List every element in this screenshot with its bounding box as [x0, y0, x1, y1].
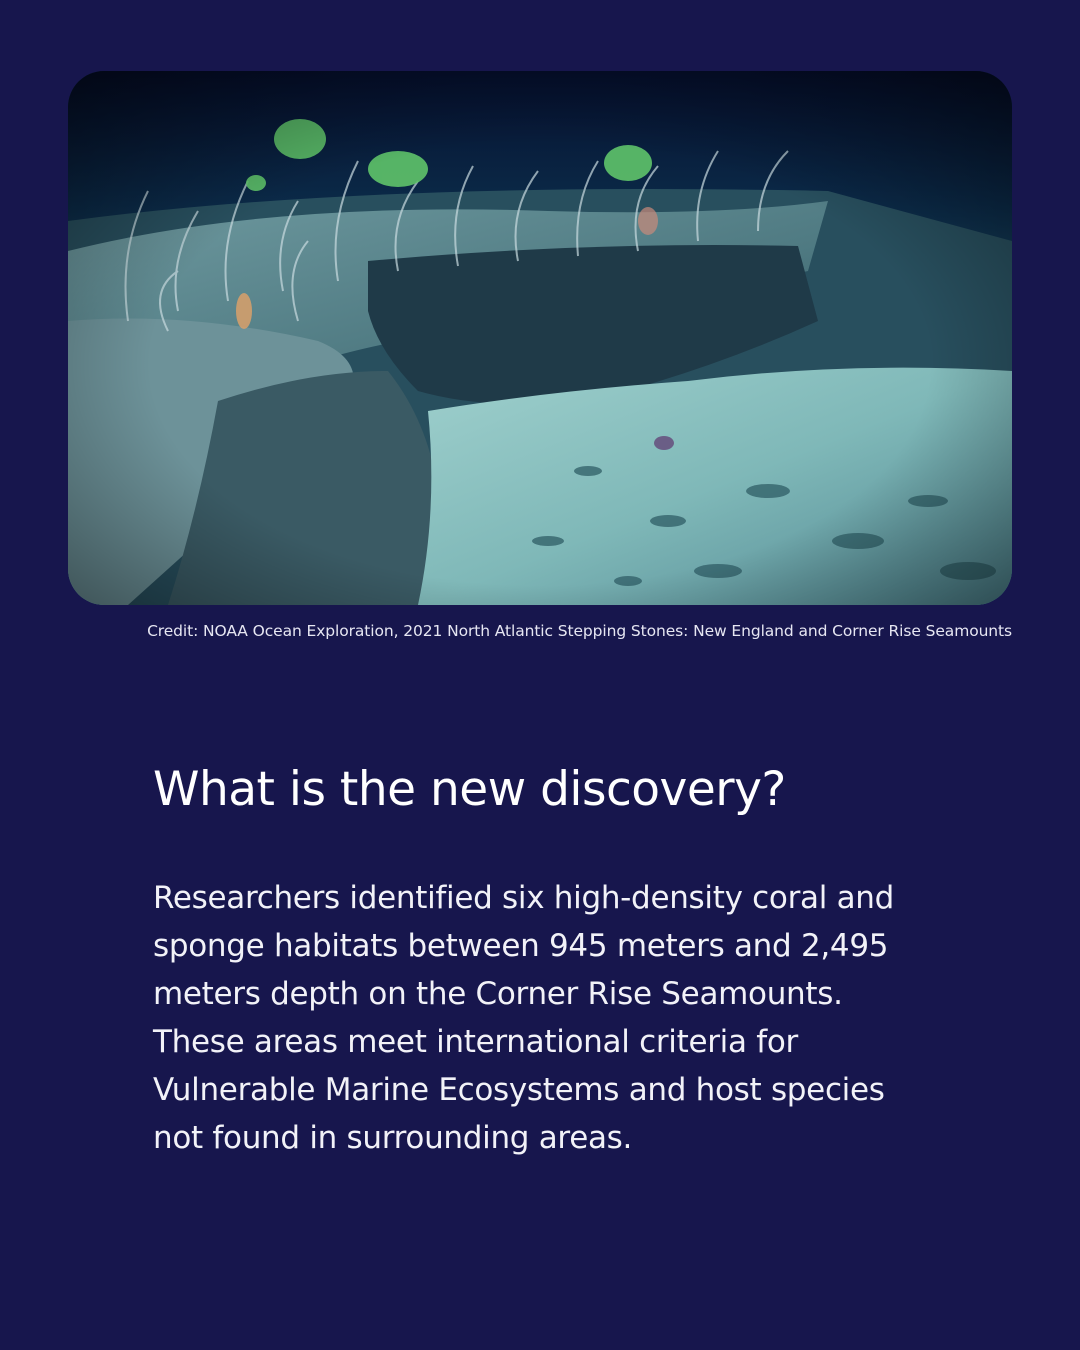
seafloor-photo — [68, 71, 1012, 605]
seafloor-photo-icon — [68, 71, 1012, 605]
page-title: What is the new discovery? — [153, 762, 786, 817]
body-paragraph: Researchers identified six high-density coral and sponge habitats between 945 meters and 2,495 meters depth on the Corner Rise Seamounts. These areas meet international criteria for Vulnerable Marine Ecosystems and host species not found in surrounding areas. — [153, 880, 895, 1156]
photo-credit: Credit: NOAA Ocean Exploration, 2021 North Atlantic Stepping Stones: New England and Corner Rise Seamounts — [147, 622, 1012, 640]
